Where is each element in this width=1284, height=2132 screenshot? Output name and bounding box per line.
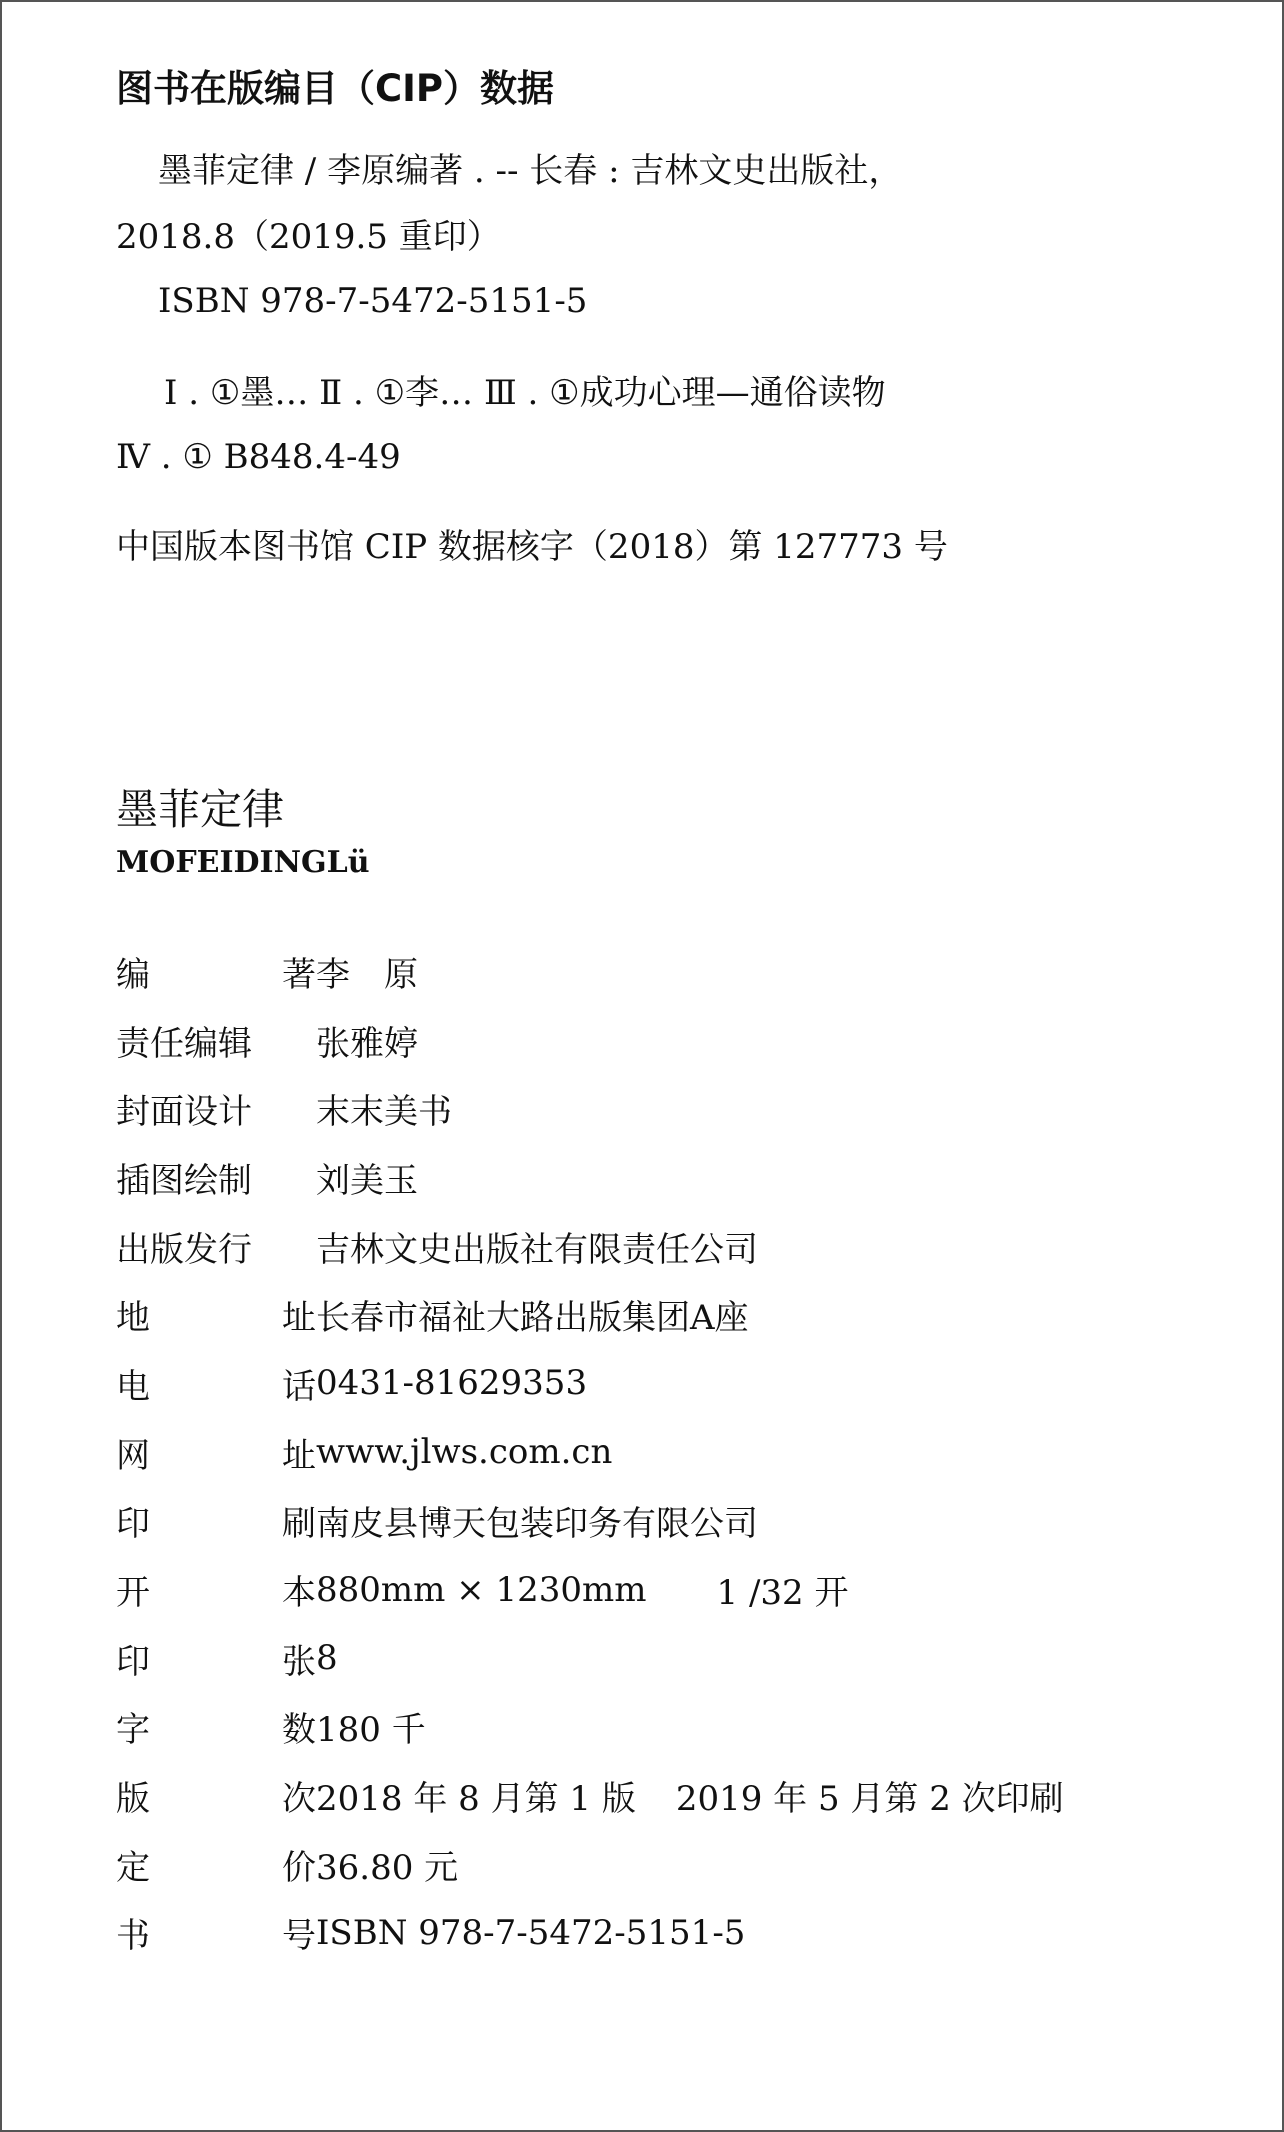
info-value-extra: 1 /32 开 (716, 1573, 849, 1614)
info-value: 末末美书 (316, 1092, 452, 1133)
cip-classification-line-1: Ⅰ . ①墨… Ⅱ . ①李… Ⅲ . ①成功心理—通俗读物 (164, 373, 886, 413)
info-label (116, 1428, 316, 1477)
info-label (116, 1153, 316, 1202)
info-label-char: 址 (282, 1298, 316, 1339)
info-label (116, 1634, 316, 1683)
info-value: 36.80 元 (316, 1847, 459, 1888)
info-row (116, 1418, 1064, 1487)
cip-heading: 图书在版编目（CIP）数据 (116, 67, 555, 110)
info-value: 刘美玉 (316, 1160, 418, 1201)
info-label (116, 1496, 316, 1545)
info-value: 南皮县博天包装印务有限公司 (316, 1504, 758, 1545)
cip-classification-line-2: Ⅳ . ① B848.4-49 (116, 437, 401, 477)
book-title-pinyin: MOFEIDINGLü (116, 845, 370, 880)
info-label (116, 1702, 316, 1751)
info-label-char: 刷 (282, 1504, 316, 1545)
info-row (116, 1006, 1064, 1075)
info-label (116, 1359, 316, 1408)
info-value: ISBN 978-7-5472-5151-5 (316, 1912, 746, 1953)
info-label (116, 1908, 316, 1957)
info-label-char: 网 (116, 1435, 150, 1476)
info-row (116, 1487, 1064, 1556)
info-row (116, 1693, 1064, 1762)
info-row (116, 1143, 1064, 1212)
info-label (116, 1084, 316, 1133)
info-row (116, 1280, 1064, 1349)
info-value: 张雅婷 (316, 1023, 418, 1064)
cip-record-line-2: 2018.8（2019.5 重印） (116, 217, 501, 257)
info-label-char: 话 (282, 1366, 316, 1407)
info-label-char: 价 (282, 1847, 316, 1888)
info-row (116, 1899, 1064, 1968)
info-label-char: 张 (282, 1641, 316, 1682)
info-row (116, 1830, 1064, 1899)
cip-record-line-1: 墨菲定律 / 李原编著 . -- 长春 : 吉林文史出版社， (158, 151, 903, 191)
info-label-char: 印 (116, 1504, 150, 1545)
info-row (116, 1212, 1064, 1281)
book-title: 墨菲定律 (116, 785, 285, 834)
info-label-char: 编 (116, 954, 150, 995)
info-value: 吉林文史出版社有限责任公司 (316, 1229, 758, 1270)
info-label-char: 开 (116, 1573, 150, 1614)
publication-info-list (116, 937, 1064, 1967)
info-label-text: 责任编辑 (116, 1023, 252, 1064)
info-label-char: 著 (282, 954, 316, 995)
info-label-char: 字 (116, 1710, 150, 1751)
info-row (116, 1624, 1064, 1693)
info-value: 2018 年 8 月第 1 版 (316, 1779, 636, 1820)
info-row (116, 1349, 1064, 1418)
info-row (116, 1555, 1064, 1624)
info-row (116, 937, 1064, 1006)
info-label-char: 书 (116, 1916, 150, 1957)
info-value: 8 (316, 1638, 338, 1679)
info-row (116, 1074, 1064, 1143)
info-label (116, 1565, 316, 1614)
info-value: 180 千 (316, 1710, 426, 1751)
info-label-text: 封面设计 (116, 1092, 252, 1133)
info-label (116, 1222, 316, 1271)
info-value: 0431-81629353 (316, 1363, 588, 1404)
info-label-char: 号 (282, 1916, 316, 1957)
info-value: www.jlws.com.cn (316, 1432, 613, 1473)
info-label-char: 数 (282, 1710, 316, 1751)
info-label-char: 版 (116, 1779, 150, 1820)
cip-data-number: 中国版本图书馆 CIP 数据核字（2018）第 127773 号 (116, 527, 948, 567)
info-label-char: 本 (282, 1573, 316, 1614)
info-label-char: 定 (116, 1847, 150, 1888)
info-label-char: 电 (116, 1366, 150, 1407)
cip-isbn: ISBN 978-7-5472-5151-5 (158, 281, 588, 321)
info-label-char: 次 (282, 1779, 316, 1820)
info-label (116, 1016, 316, 1065)
info-label (116, 947, 316, 996)
info-value: 880mm × 1230mm (316, 1569, 647, 1610)
info-value: 李 原 (316, 954, 418, 995)
info-label-text: 插图绘制 (116, 1160, 252, 1201)
info-label-char: 印 (116, 1641, 150, 1682)
info-row (116, 1761, 1064, 1830)
info-label-char: 地 (116, 1298, 150, 1339)
info-label (116, 1771, 316, 1820)
info-label (116, 1840, 316, 1889)
info-label-text: 出版发行 (116, 1229, 252, 1270)
info-label-char: 址 (282, 1435, 316, 1476)
info-value-extra: 2019 年 5 月第 2 次印刷 (675, 1779, 1064, 1820)
info-value: 长春市福祉大路出版集团A座 (316, 1298, 749, 1339)
info-label (116, 1290, 316, 1339)
